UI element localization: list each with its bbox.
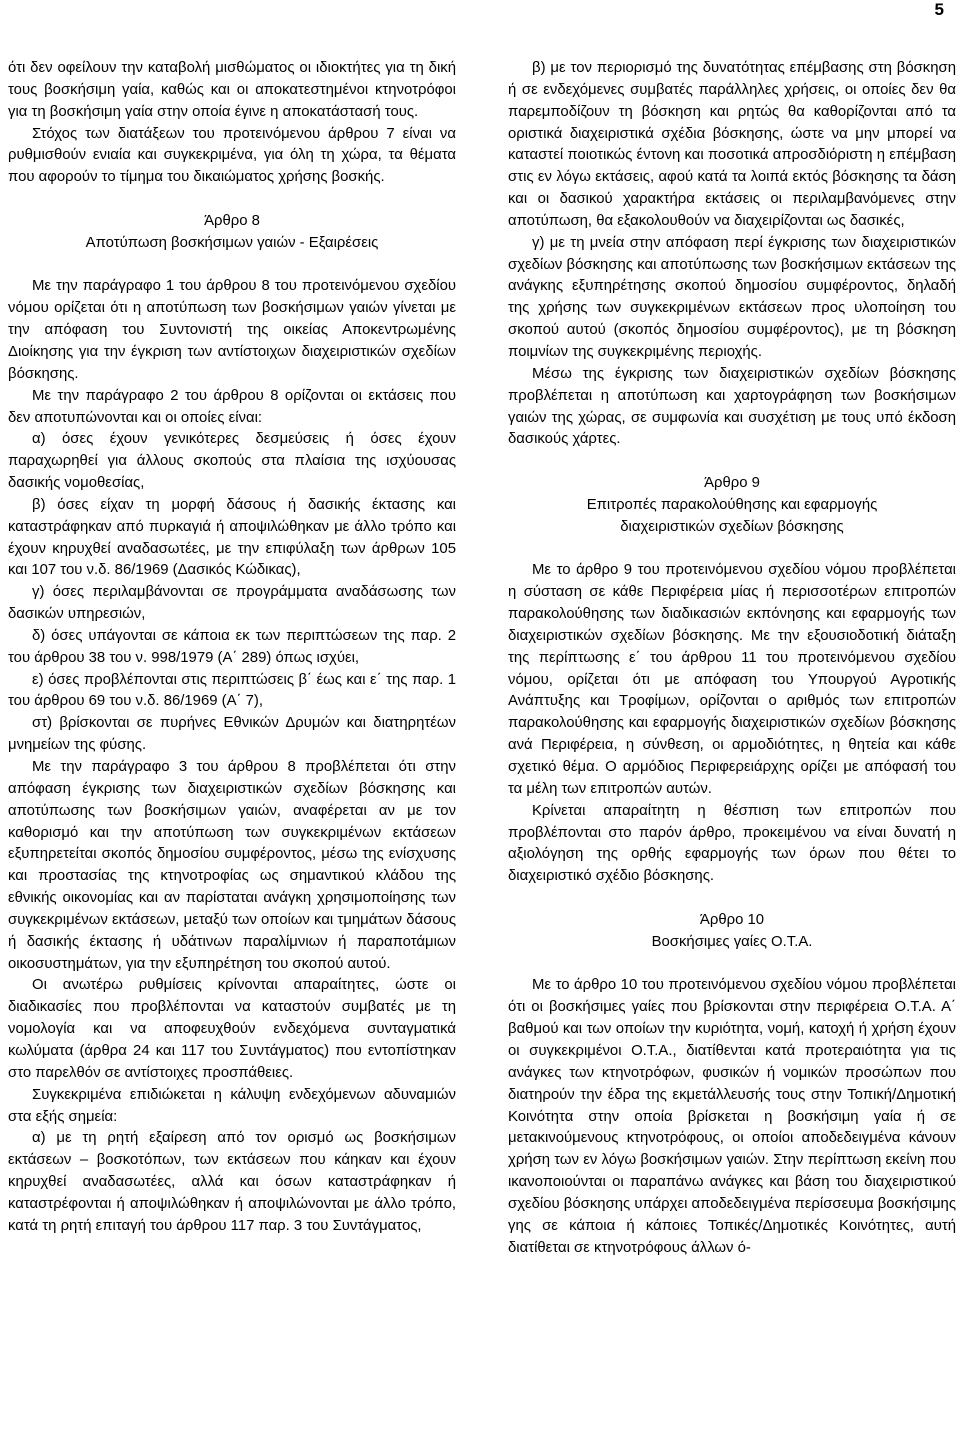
article-heading: διαχειριστικών σχεδίων βόσκησης: [620, 518, 844, 535]
paragraph: γ) με τη μνεία στην απόφαση περί έγκρισης των διαχειριστικών σχεδίων βόσκησης και αποτύπωσης των βοσκήσιμων εκτάσεων της ανάγκης εξυπηρέτησης σκοπού δημοσίου συμφέροντος, δηλαδή της χρήσης των συγκεκριμένων εκτάσεων προς υλοποίηση του σκοπού αυτού (σκοπός δημοσίου συμφέροντος), με τη βόσκηση ποιμνίων της συγκεκριμένης περιοχής.: [508, 234, 956, 360]
article-heading: Άρθρο 10: [699, 911, 765, 928]
paragraph: Κρίνεται απαραίτητη η θέσπιση των επιτροπών που προβλέπονται στο παρόν άρθρο, προκειμένου να είναι δυνατή η αξιολόγηση της ορθής εφαρμογής των όρων που θέτει το διαχειριστικό σχέδιο βόσκησης.: [508, 802, 956, 885]
paragraph: Στόχος των διατάξεων του προτεινόμενου άρθρου 7 είναι να ρυθμισθούν ενιαία και συγκεκριμένα, για όλη τη χώρα, τα θέματα που αφορούν το τίμημα του δικαιώματος χρήσης βοσκής.: [8, 125, 456, 186]
spacer: [508, 954, 956, 976]
paragraph: γ) όσες περιλαμβάνονται σε προγράμματα αναδάσωσης των δασικών υπηρεσιών,: [8, 584, 456, 623]
spacer: [8, 189, 456, 211]
article-heading: Άρθρο 8: [204, 212, 260, 229]
article-heading: Άρθρο 9: [704, 475, 760, 492]
paragraph: β) με τον περιορισμό της δυνατότητας επέμβασης στη βόσκηση ή σε ενδεχόμενες συμβατές παράλληλες χρήσεις, οι οποίες δεν θα παρεμποδίζουν τη βόσκηση και ρητώς θα καθορίζονται από τα οριστικά διαχειριστικά σχέδια βόσκησης, ώστε να μην μπορεί να καταστεί ποιοτικώς έντονη και ποσοτικά απροσδιόριστη η επέμβαση στις εν λόγω εκτάσεις, αφού κατά τα λοιπά εκτός βόσκησης τα δάση και οι δασικού χαρακτήρα εκτάσεις οι περιλαμβανόμενες στην αποτύπωση, θα εξακολουθούν να διαχειρίζονται ως δασικές,: [508, 60, 956, 229]
paragraph: Με το άρθρο 9 του προτεινόμενου σχεδίου νόμου προβλέπεται η σύσταση σε κάθε Περιφέρεια μίας ή περισσοτέρων επιτροπών παρακολούθησης των διαδικασιών εκπόνησης και εφαρμογής των διαχειριστικών σχεδίων βόσκησης. Με την εξουσιοδοτική διάταξη της περίπτωσης ε΄ του άρθρου 11 του προτεινόμενου σχεδίου νόμου, ορίζεται ότι με απόφαση του Υπουργού Αγροτικής Ανάπτυξης και Τροφίμων, ορίζονται ο αριθμός των επιτροπών παρακολούθησης και εφαρμογής διαχειριστικών σχεδίων βόσκησης ανά Περιφέρεια, η σύνθεση, οι αρμοδιότητες, η θητεία και κάθε σχετικό θέμα. Ο αρμόδιος Περιφερειάρχης ορίζει με απόφασή του τα μέλη των επιτροπών αυτών.: [508, 562, 956, 797]
paragraph: δ) όσες υπάγονται σε κάποια εκ των περιπτώσεων της παρ. 2 του άρθρου 38 του ν. 998/1979 (Α΄ 289) όπως ισχύει,: [8, 627, 456, 666]
paragraph: Συγκεκριμένα επιδιώκεται η κάλυψη ενδεχόμενων αδυναμιών στα εξής σημεία:: [8, 1086, 456, 1125]
spacer: [8, 255, 456, 277]
page-number: 5: [934, 0, 944, 19]
article-heading: Αποτύπωση βοσκήσιμων γαιών - Εξαιρέσεις: [85, 234, 379, 251]
paragraph: β) όσες είχαν τη μορφή δάσους ή δασικής έκτασης και καταστράφηκαν από πυρκαγιά ή αποψιλώθηκαν με άλλο τρόπο και έχουν κηρυχθεί αναδασωτέες, με την επιφύλαξη των άρθρων 105 και 107 του ν.δ. 86/1969 (Δασικός Κώδικας),: [8, 496, 456, 579]
paragraph: Οι ανωτέρω ρυθμίσεις κρίνονται απαραίτητες, ώστε οι διαδικασίες που προβλέπονται να καταστούν συμβατές με τη νομολογία και να αποφευχθούν ενδεχόμενα συνταγματικά κωλύματα (άρθρα 24 και 117 του Συντάγματος) που εντοπίστηκαν στο παρελθόν σε αντίστοιχες προσπάθειες.: [8, 977, 456, 1081]
spacer: [508, 451, 956, 473]
spacer: [508, 539, 956, 561]
right-text-column: [508, 58, 956, 1259]
article-heading: Βοσκήσιμες γαίες Ο.Τ.Α.: [651, 933, 813, 950]
paragraph: Με το άρθρο 10 του προτεινόμενου σχεδίου νόμου προβλέπεται ότι οι βοσκήσιμες γαίες που βρίσκονται στην περιφέρεια Ο.Τ.Α. Α΄ βαθμού και των οποίων την κυριότητα, νομή, κατοχή ή χρήση έχουν οι συγκεκριμένοι Ο.Τ.Α., διατίθενται κατά προτεραιότητα για τις ανάγκες των κτηνοτρόφων, φυσικών ή νομικών προσώπων που διατηρούν την έδρα της εκμετάλλευσής τους στην Τοπική/Δημοτική Κοινότητα στην οποία βρίσκεται η βοσκήσιμη γαία ή σε μετακινούμενους κτηνοτρόφους, οι οποίοι αποδεδειγμένα κάνουν χρήση των εν λόγω βοσκήσιμων γαιών. Στην περίπτωση εκείνη που ικανοποιούνται οι παραπάνω ανάγκες και βάση του διαχειριστικού σχεδίου βόσκησης υπάρχει αποδεδειγμένα περίσσευμα βοσκήσιμης γης σε κάποια ή κάποιες Τοπικές/Δημοτικές Κοινότητες, αυτή διατίθεται σε κτηνοτρόφους άλλων ό-: [508, 977, 956, 1256]
left-text-column: [8, 58, 456, 1238]
paragraph: Με την παράγραφο 2 του άρθρου 8 ορίζονται οι εκτάσεις που δεν αποτυπώνονται και οι οποίες είναι:: [8, 387, 456, 426]
paragraph: ε) όσες προβλέπονται στις περιπτώσεις β΄ έως και ε΄ της παρ. 1 του άρθρου 69 του ν.δ. 86/1969 (Α΄ 7),: [8, 671, 456, 710]
spacer: [508, 888, 956, 910]
paragraph: Με την παράγραφο 3 του άρθρου 8 προβλέπεται ότι στην απόφαση έγκρισης των διαχειριστικών σχεδίων βόσκησης και αποτύπωσης των βοσκήσιμων γαιών, αναφέρεται αν με τον καθορισμό και την αποτύπωση των συγκεκριμένων εκτάσεων εξυπηρετείται σκοπός δημοσίου συμφέροντος, μέσω της ενίσχυσης και προστασίας της κτηνοτροφίας ως σημαντικού κλάδου της εθνικής οικονομίας και αν παρίσταται ανάγκη χρησιμοποίησης των συγκεκριμένων εκτάσεων, μεταξύ των οποίων και τμημάτων δάσους ή δασικής έκτασης ή υδάτινων παραλίμνιων ή παραποτάμιων οικοσυστημάτων, για την εξυπηρέτηση του σκοπού αυτού.: [8, 759, 456, 972]
article-heading: Επιτροπές παρακολούθησης και εφαρμογής: [586, 496, 878, 513]
paragraph: Μέσω της έγκρισης των διαχειριστικών σχεδίων βόσκησης προβλέπεται η αποτύπωση και χαρτογράφηση των βοσκήσιμων γαιών της χώρας, σε συμφωνία και συσχέτιση με τους υπό έκδοση δασικούς χάρτες.: [508, 365, 956, 448]
paragraph: στ) βρίσκονται σε πυρήνες Εθνικών Δρυμών και διατηρητέων μνημείων της φύσης.: [8, 715, 456, 754]
paragraph: α) με τη ρητή εξαίρεση από τον ορισμό ως βοσκήσιμων εκτάσεων – βοσκοτόπων, των εκτάσεων που κάηκαν και έχουν κηρυχθεί αναδασωτέες, αλλά και όσων καταστράφηκαν ή καταστρέφονται ή αποψιλώθηκαν ή αποψιλώνονται με άλλο τρόπο, κατά τη ρητή επιταγή του άρθρου 117 παρ. 3 του Συντάγματος,: [8, 1130, 456, 1234]
paragraph: ότι δεν οφείλουν την καταβολή μισθώματος οι ιδιοκτήτες για τη δική τους βοσκήσιμη γαία, καθώς και οι αποκατεστημένοι κτηνοτρόφοι για τη βοσκήσιμη γαία στην οποία έγινε η αποκατάστασή τους.: [8, 60, 456, 120]
paragraph: Με την παράγραφο 1 του άρθρου 8 του προτεινόμενου σχεδίου νόμου ορίζεται ότι η αποτύπωση των βοσκήσιμων γαιών γίνεται με την απόφαση του Συντονιστή της οικείας Αποκεντρωμένης Διοίκησης για την έγκριση των αντίστοιχων διαχειριστικών σχεδίων βόσκησης.: [8, 278, 456, 382]
paragraph: α) όσες έχουν γενικότερες δεσμεύσεις ή όσες έχουν παραχωρηθεί για άλλους σκοπούς στα πλαίσια της ισχύουσας δασικής νομοθεσίας,: [8, 431, 456, 492]
